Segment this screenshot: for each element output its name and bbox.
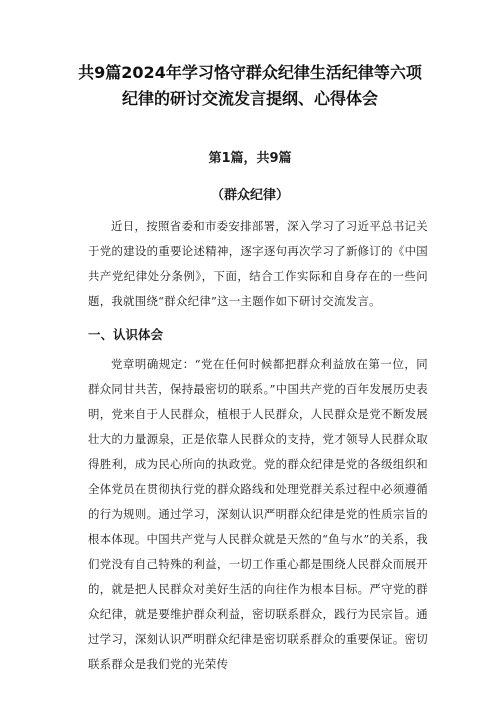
document-title-line-2: 纪律的研讨交流发言提纲、心得体会: [121, 89, 378, 108]
body-paragraph: 党章明确规定：“党在任何时候都把群众利益放在第一位，同群众同甘共苦，保持最密切的联系。”中国共产党的百年发展历史表明，党来自于人民群众，植根于人民群众，人民群众是党不断发展壮大的力量源泉，正是依靠人民群众的支持，党才领导人民群众取得胜利，成为民心所向的执政党。党的群众纪律是党的各级组织和全体党员在贯彻执行党的群众路线和处理党群关系过程中必须遵循的行为规则。通过学习，深刻认识严明群众纪律是党的性质宗旨的根本体现。中国共产党与人民群众就是天然的“鱼与水”的关系，我们党没有自己特殊的利益，一切工作重心都是围绕人民群众而展开的，就是把人民群众对美好生活的向往作为根本目标。严守党的群众纪律，就是要维护群众利益，密切联系群众，践行为民宗旨。通过学习，深刻认识严明群众纪律是密切联系群众的重要保证。密切联系群众是我们党的光荣传: [88, 357, 428, 671]
section-heading-understanding: 一、认识体会: [88, 327, 164, 342]
document-title-line-1: 共9篇2024年学习恪守群众纪律生活纪律等六项: [78, 63, 422, 82]
section-subtitle: （群众纪律）: [210, 188, 289, 203]
intro-paragraph: 近日，按照省委和市委安排部署，深入学习了习近平总书记关于党的建设的重要论述精神，逐字逐句再次学习了新修订的《中国共产党纪律处分条例》，下面，结合工作实际和自身存在的一些问题，我就围绕“群众纪律”这一主题作如下研讨交流发言。: [88, 219, 428, 308]
chapter-label: 第1篇，共9篇: [208, 151, 292, 166]
